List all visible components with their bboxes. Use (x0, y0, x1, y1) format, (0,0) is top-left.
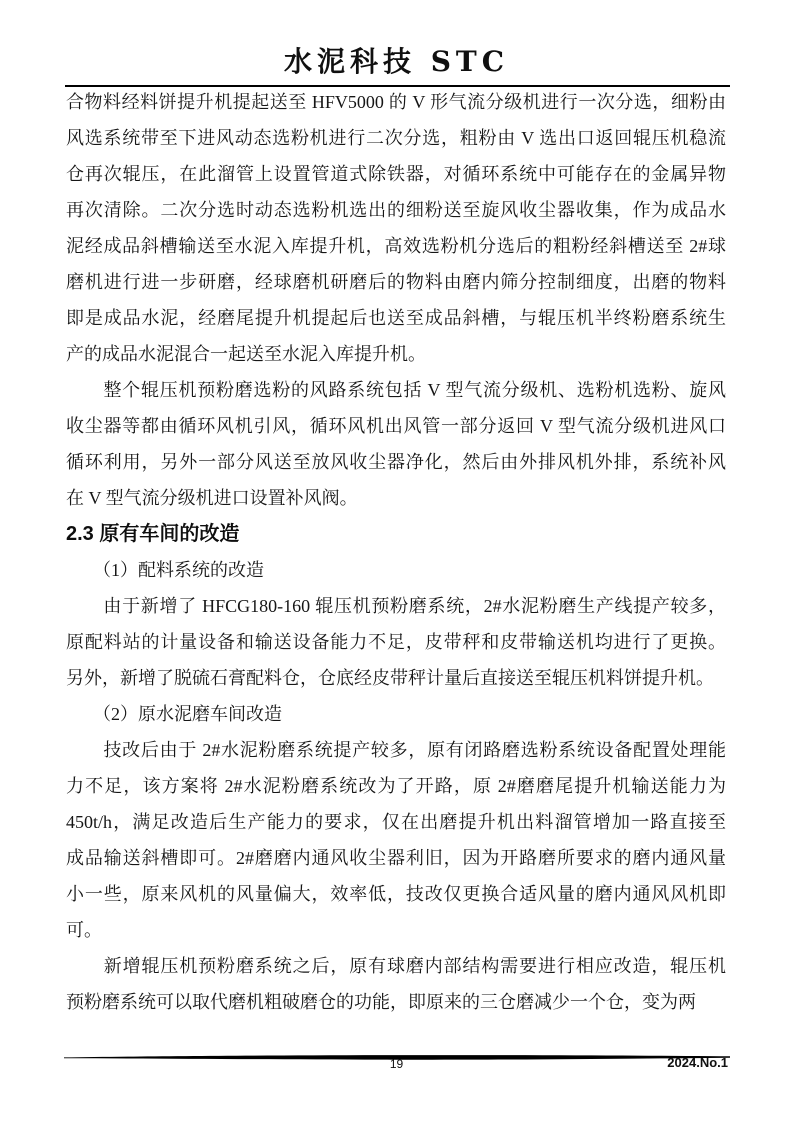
text-line: 整个辊压机预粉磨选粉的风路系统包括 V 型气流分级机、选粉机选粉、旋风 (66, 380, 726, 400)
text-line: 450t/h，满足改造后生产能力的要求，仅在出磨提升机出料溜管增加一路直接至 (66, 812, 726, 832)
section-heading: 2.3 原有车间的改造 (66, 523, 240, 545)
issue-number: 2024.No.1 (667, 1055, 728, 1070)
text-line: 预粉磨系统可以取代磨机粗破磨仓的功能，即原来的三仓磨减少一个仓，变为两 (66, 992, 696, 1012)
text-line: 即是成品水泥，经磨尾提升机提起后也送至成品斜槽，与辊压机半终粉磨系统生 (66, 308, 726, 328)
text-line: 产的成品水泥混合一起送至水泥入库提升机。 (66, 344, 426, 364)
text-line: 再次清除。二次分选时动态选粉机选出的细粉送至旋风收尘器收集，作为成品水 (66, 200, 726, 220)
text-line: （2）原水泥磨车间改造 (66, 704, 282, 724)
text-line: （1）配料系统的改造 (66, 560, 264, 580)
text-line: 泥经成品斜槽输送至水泥入库提升机，高效选粉机分选后的粗粉经斜槽送至 2#球 (66, 236, 726, 256)
text-line: 成品输送斜槽即可。2#磨磨内通风收尘器利旧，因为开路磨所要求的磨内通风量 (66, 848, 726, 868)
text-line: 另外，新增了脱硫石膏配料仓，仓底经皮带秤计量后直接送至辊压机料饼提升机。 (66, 668, 714, 688)
text-line: 收尘器等都由循环风机引风，循环风机出风管一部分返回 V 型气流分级机进风口 (66, 416, 726, 436)
text-line: 可。 (66, 920, 102, 940)
text-line: 由于新增了 HFCG180-160 辊压机预粉磨系统，2#水泥粉磨生产线提产较多， (66, 596, 726, 616)
text-line: 新增辊压机预粉磨系统之后，原有球磨内部结构需要进行相应改造，辊压机 (66, 956, 726, 976)
text-line: 磨机进行进一步研磨，经球磨机研磨后的物料由磨内筛分控制细度，出磨的物料 (66, 272, 726, 292)
text-line: 小一些，原来风机的风量偏大，效率低，技改仅更换合适风量的磨内通风风机即 (66, 884, 726, 904)
text-line: 合物料经料饼提升机提起送至 HFV5000 的 V 形气流分级机进行一次分选，细粉由 (66, 92, 726, 112)
text-line: 在 V 型气流分级机进口设置补风阀。 (66, 488, 358, 508)
article-body (66, 84, 726, 1020)
text-line: 原配料站的计量设备和输送设备能力不足，皮带秤和皮带输送机均进行了更换。 (66, 632, 726, 652)
text-line: 循环利用，另外一部分风送至放风收尘器净化，然后由外排风机外排，系统补风 (66, 452, 726, 472)
text-line: 仓再次辊压，在此溜管上设置管道式除铁器，对循环系统中可能存在的金属异物 (66, 164, 726, 184)
journal-title: 水泥科技 STC (283, 45, 510, 78)
text-line: 风选系统带至下进风动态选粉机进行二次分选，粗粉由 V 选出口返回辊压机稳流 (66, 128, 726, 148)
page-number: 19 (389, 1057, 404, 1071)
text-line: 技改后由于 2#水泥粉磨系统提产较多，原有闭路磨选粉系统设备配置处理能 (66, 740, 726, 760)
text-line: 力不足，该方案将 2#水泥粉磨系统改为了开路，原 2#磨磨尾提升机输送能力为 (66, 776, 726, 796)
